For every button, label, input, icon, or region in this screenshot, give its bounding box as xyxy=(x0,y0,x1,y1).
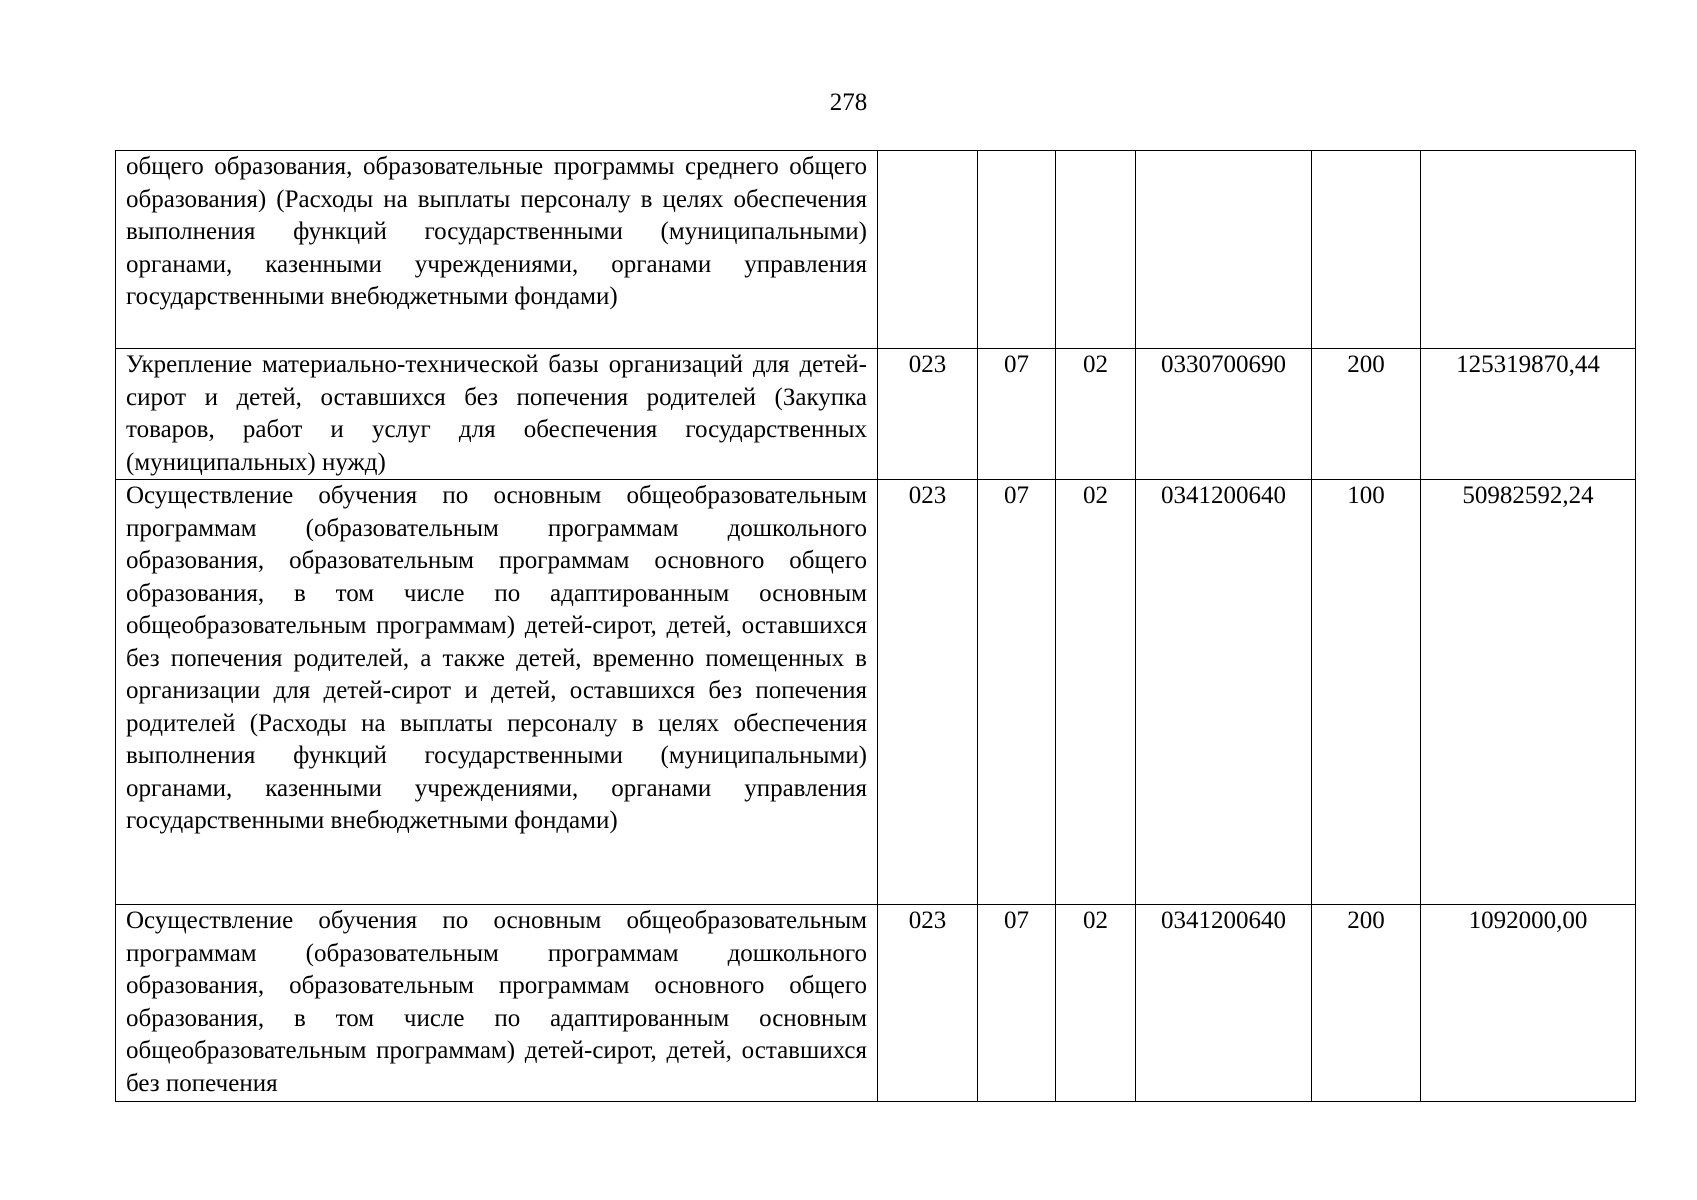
table-row xyxy=(116,349,1636,480)
section-code: 07 xyxy=(978,480,1056,905)
row-description: Укрепление материально-технической базы организаций для детей-сирот и детей, оставшихся без попечения родителей (Закупка товаров, работ и услуг для обеспечения государственных (муниципальных) нужд) xyxy=(116,349,878,480)
expense-type-code: 100 xyxy=(1312,480,1421,905)
ministry-code: 023 xyxy=(878,349,978,480)
ministry-code: 023 xyxy=(878,480,978,905)
section-code: 07 xyxy=(978,905,1056,1102)
target-article-code xyxy=(1136,151,1312,349)
subsection-code: 02 xyxy=(1056,480,1136,905)
amount xyxy=(1421,151,1636,349)
row-description: Осуществление обучения по основным общеобразовательным программам (образовательным программам дошкольного образования, образовательным программам основного общего образования, в том числе по адаптированным основным общеобразовательным программам) детей-сирот, детей, оставшихся без попечения xyxy=(116,905,878,1102)
subsection-code: 02 xyxy=(1056,349,1136,480)
table-row xyxy=(116,905,1636,1102)
target-article-code: 0341200640 xyxy=(1136,480,1312,905)
expense-type-code: 200 xyxy=(1312,349,1421,480)
budget-table xyxy=(115,150,1636,1102)
ministry-code xyxy=(878,151,978,349)
row-description: Осуществление обучения по основным общеобразовательным программам (образовательным программам дошкольного образования, образовательным программам основного общего образования, в том числе по адаптированным основным общеобразовательным программам) детей-сирот, детей, оставшихся без попечения родителей, а также детей, временно помещенных в организации для детей-сирот и детей, оставшихся без попечения родителей (Расходы на выплаты персоналу в целях обеспечения выполнения функций государственными (муниципальными) органами, казенными учреждениями, органами управления государственными внебюджетными фондами) xyxy=(116,480,878,905)
section-code xyxy=(978,151,1056,349)
subsection-code: 02 xyxy=(1056,905,1136,1102)
amount: 50982592,24 xyxy=(1421,480,1636,905)
expense-type-code xyxy=(1312,151,1421,349)
subsection-code xyxy=(1056,151,1136,349)
amount: 1092000,00 xyxy=(1421,905,1636,1102)
table-row xyxy=(116,151,1636,349)
amount: 125319870,44 xyxy=(1421,349,1636,480)
section-code: 07 xyxy=(978,349,1056,480)
expense-type-code: 200 xyxy=(1312,905,1421,1102)
table-row xyxy=(116,480,1636,905)
row-description: общего образования, образовательные программы среднего общего образования) (Расходы на выплаты персоналу в целях обеспечения выполнения функций государственными (муниципальными) органами, казенными учреждениями, органами управления государственными внебюджетными фондами) xyxy=(116,151,878,349)
target-article-code: 0341200640 xyxy=(1136,905,1312,1102)
ministry-code: 023 xyxy=(878,905,978,1102)
target-article-code: 0330700690 xyxy=(1136,349,1312,480)
page-number: 278 xyxy=(829,89,868,116)
